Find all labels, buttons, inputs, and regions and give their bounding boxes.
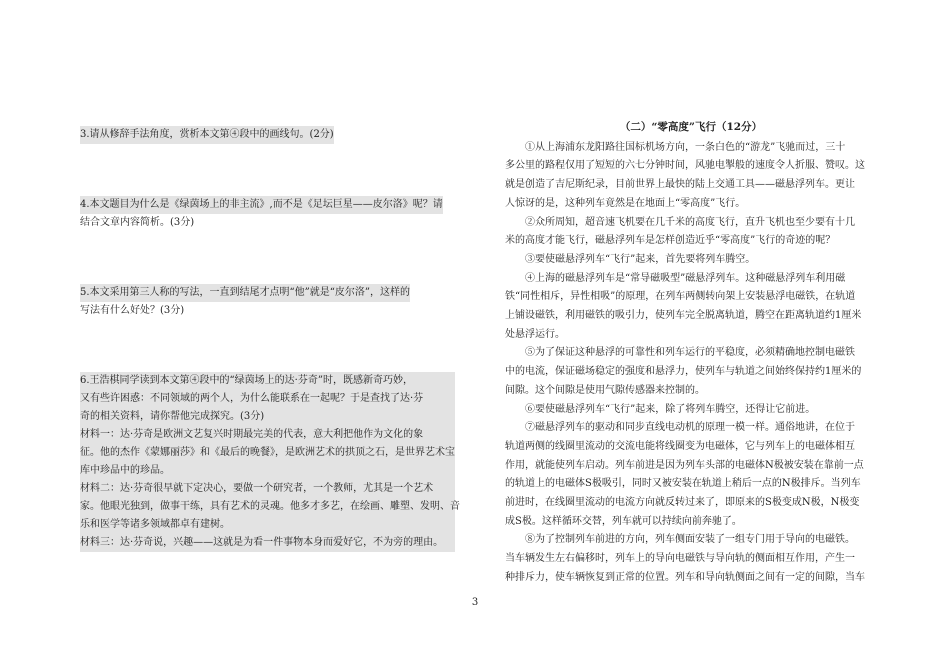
paragraph-line: ⑥要使磁悬浮列车“飞行”起来，除了将列车腾空，还得让它前进。 [525, 403, 816, 415]
paragraph-line: 间隙。这个间隙是使用气隙传感器来控制的。 [505, 384, 705, 396]
paragraph-1 [505, 139, 877, 214]
material-1-line: 征。他的杰作《蒙娜丽莎》和《最后的晚餐》，是欧洲艺术的拱顶之石，是世界艺术宝 [80, 444, 455, 462]
question-3 [80, 126, 334, 144]
material-2-line: 家。他眼光独到，做事干练，具有艺术的灵魂。他多才多艺，在绘画、雕塑、发明、音 [80, 498, 455, 516]
paragraph-line: 处悬浮运行。 [505, 328, 565, 340]
paragraph-4 [505, 270, 877, 345]
question-3-text: 3.请从修辞手法角度，赏析本文第④段中的画线句。(2分) [80, 126, 334, 144]
page-number: 3 [471, 597, 479, 608]
question-6-line: 奇的相关资料，请你帮他完成探究。(3分) [80, 408, 455, 426]
paragraph-2 [505, 214, 877, 251]
paragraph-line: ⑦磁悬浮列车的驱动和同步直线电动机的原理一模一样。通俗地讲，在位于 [525, 422, 855, 434]
material-3-line: 材料三：达·芬奇说，兴趣——这就是为看一件事物本身而爱好它，不为旁的理由。 [80, 534, 455, 552]
material-1-line: 材料一：达·芬奇是欧洲文艺复兴时期最完美的代表，意大利把他作为文化的象 [80, 426, 455, 444]
question-4 [80, 196, 443, 232]
paragraph-line: 成S极。这样循环交替，列车就可以持续向前奔驰了。 [505, 515, 742, 527]
paragraph-line: ③要使磁悬浮列车“飞行”起来，首先要将列车腾空。 [525, 253, 756, 265]
paragraph-line: 当车辆发生左右偏移时，列车上的导向电磁铁与导向轨的侧面相互作用，产生一 [505, 553, 855, 565]
paragraph-line: 多公里的路程仅用了短短的六七分钟时间，风驰电掣般的速度令人折服、赞叹。这 [505, 160, 865, 172]
question-4-line: 结合文章内容简析。(3分) [80, 217, 195, 228]
paragraph-line: 铁“同性相斥，异性相吸”的原理，在列车两侧转向架上安装悬浮电磁铁，在轨道 [505, 291, 856, 303]
paragraph-line: 米的高度才能飞行，磁悬浮列车是怎样创造近乎“零高度”飞行的奇迹的呢？ [505, 235, 836, 247]
paragraph-line: 上铺设磁铁，利用磁铁的吸引力，使列车完全脱离轨道，腾空在距离轨道约1厘米 [505, 310, 862, 322]
material-2-line: 乐和医学等诸多领域都卓有建树。 [80, 516, 455, 534]
paragraph-7 [505, 419, 877, 531]
right-column [505, 118, 877, 588]
paragraph-line: 人惊讶的是，这种列车竟然是在地面上“零高度”飞行。 [505, 197, 746, 209]
paragraph-line: 轨道两侧的线圈里流动的交流电能将线圈变为电磁体，它与列车上的电磁体相互 [505, 440, 855, 452]
paragraph-line: ④上海的磁悬浮列车是“常导磁吸型”磁悬浮列车。这种磁悬浮列车利用磁 [525, 272, 846, 284]
material-1-line: 库中珍品中的珍品。 [80, 462, 455, 480]
paragraph-line: 中的电流，保证磁场稳定的强度和悬浮力，使列车与轨道之间始终保持约1厘米的 [505, 366, 862, 378]
question-6-line: 又有些许困惑：不同领域的两个人，为什么能联系在一起呢？于是查找了达·芬 [80, 390, 455, 408]
paragraph-line: 种排斥力，使车辆恢复到正常的位置。列车和导向轨侧面之间有一定的间隙，当车 [505, 571, 865, 583]
paragraph-line: ⑤为了保证这种悬浮的可靠性和列车运行的平稳度，必须精确地控制电磁铁 [525, 347, 855, 359]
paragraph-5 [505, 344, 877, 400]
paragraph-line: ①从上海浦东龙阳路往国标机场方向，一条白色的“游龙”飞驰而过，三十 [525, 141, 846, 153]
paragraph-6 [505, 401, 877, 420]
question-5-line: 写法有什么好处？(3分) [80, 305, 185, 316]
paragraph-8 [505, 531, 877, 587]
paragraph-line: ②众所周知，超音速飞机要在几千米的高度飞行，直升飞机也至少要有十几 [525, 216, 855, 228]
paragraph-line: 前进时，在线圈里流动的电流方向就反转过来了，即原来的S极变成N极，N极变 [505, 497, 860, 509]
paragraph-line: 的轨道上的电磁体S极吸引，同时又被安装在轨道上稍后一点的N极排斥。当列车 [505, 478, 861, 490]
paragraph-3 [505, 251, 877, 270]
question-5 [80, 284, 410, 320]
article-body [505, 139, 877, 588]
question-4-line: 4.本文题目为什么是《绿茵场上的非主流》,而不是《足坛巨星——皮尔洛》呢？请 [80, 196, 443, 214]
section-title: （二）“零高度”飞行（12分） [619, 121, 763, 133]
paragraph-line: 作用，就能使列车启动。列车前进是因为列车头部的电磁体N极被安装在靠前一点 [505, 459, 864, 471]
question-6 [80, 372, 460, 552]
question-6-line: 6.王浩棋同学读到本文第④段中的“绿茵场上的达·芬奇”时，既感新奇巧妙， [80, 372, 455, 390]
question-5-line: 5.本文采用第三人称的写法，一直到结尾才点明“他”就是“皮尔洛”，这样的 [80, 284, 410, 302]
paragraph-line: 就是创造了吉尼斯纪录，目前世界上最快的陆上交通工具——磁悬浮列车。更让 [505, 179, 855, 191]
paragraph-line: ⑧为了控制列车前进的方向，列车侧面安装了一组专门用于导向的电磁铁。 [525, 534, 855, 546]
material-2-line: 材料二：达·芬奇很早就下定决心，要做一个研究者，一个教师，尤其是一个艺术 [80, 480, 455, 498]
